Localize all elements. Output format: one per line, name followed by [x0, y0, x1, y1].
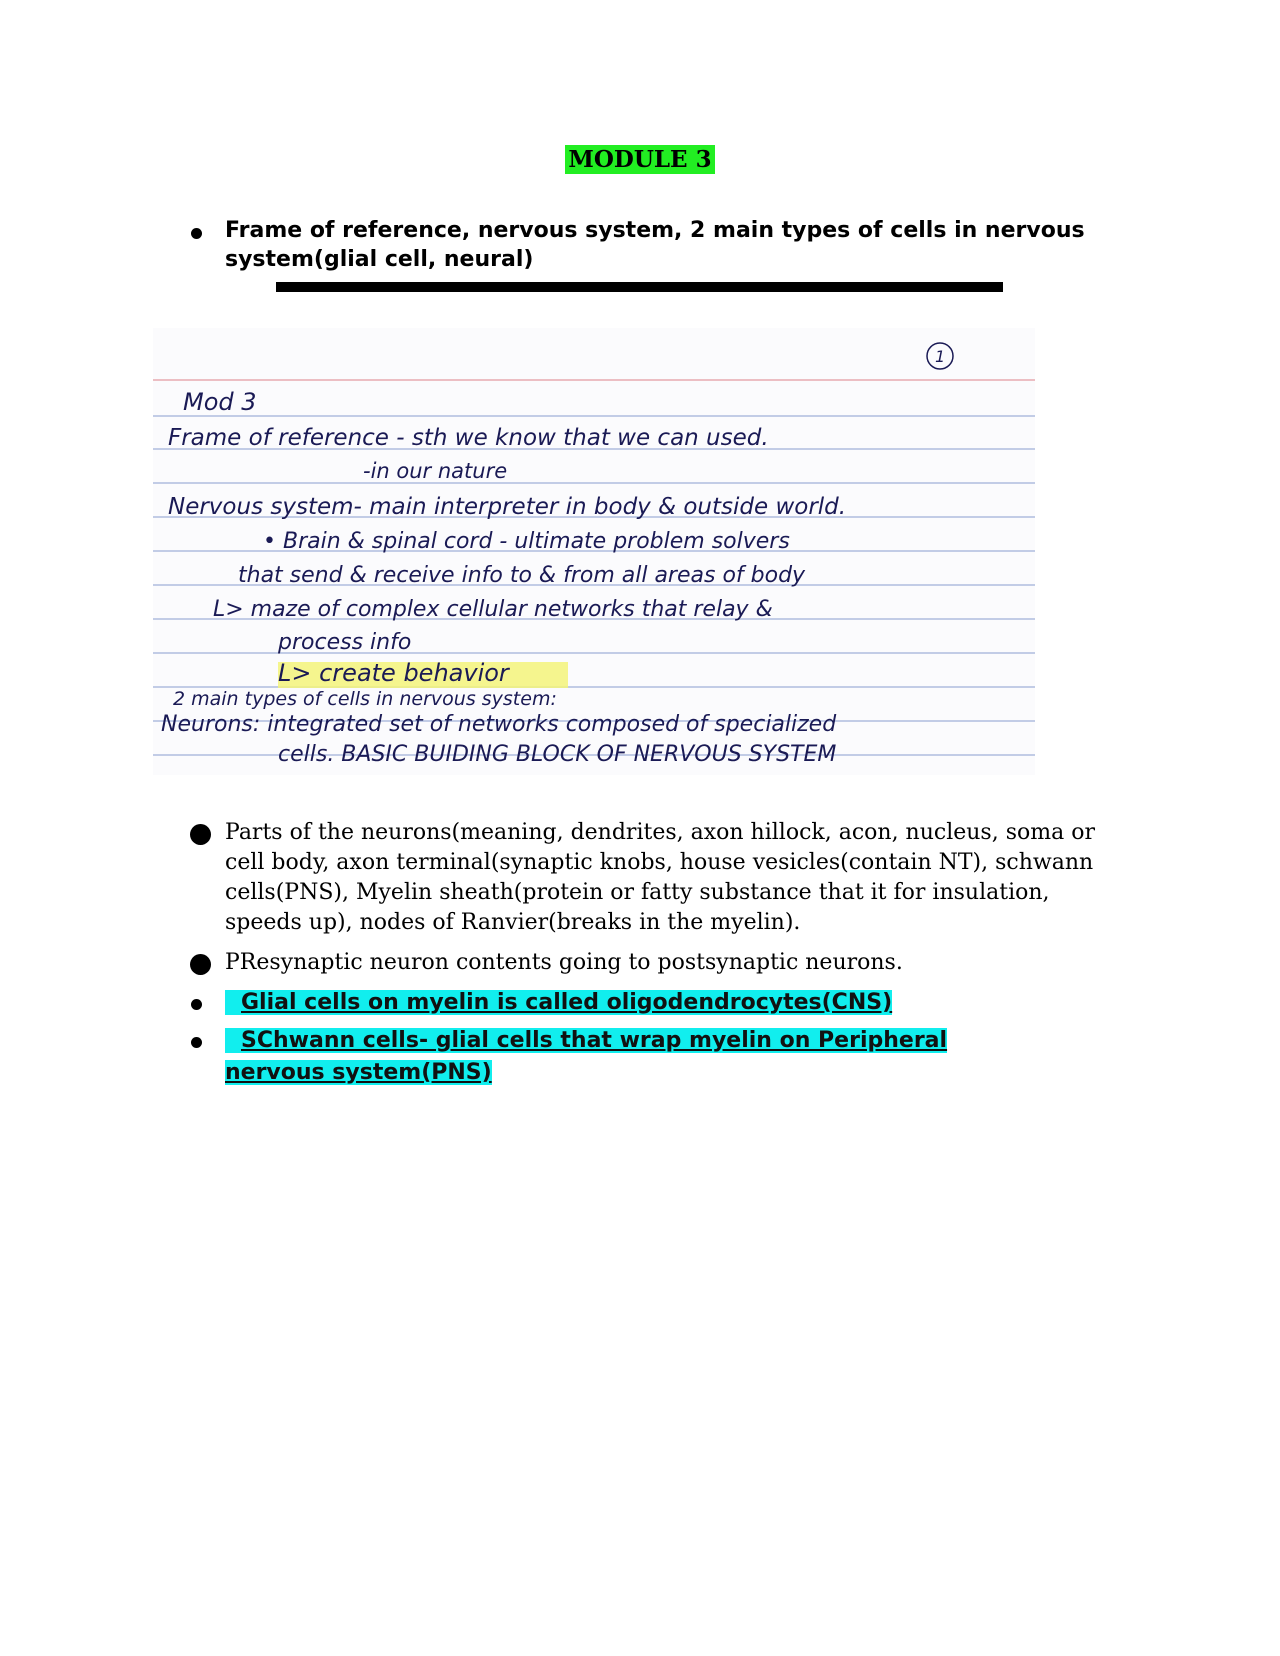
note-line: cells. BASIC BUIDING BLOCK OF NERVOUS SYSTEM: [278, 742, 837, 767]
bullet-text: Parts of the neurons(meaning, dendrites, axon hillock, acon, nucleus, soma or cell body, axon terminal(synaptic knobs, house vesicles(contain NT), schwann cells(PNS), Myelin sheath(protein or fatty substance that it for insulation, speeds up), nodes of Ranvier(breaks in the myelin).: [225, 820, 1095, 935]
highlight-wrap: [225, 987, 1115, 1019]
bullet-dot-icon: [191, 1037, 202, 1048]
bullet-dot-icon: [190, 954, 211, 975]
bullet-text: Frame of reference, nervous system, 2 main types of cells in nervous system(glial cell, neural): [225, 218, 1085, 272]
note-line: process info: [278, 630, 412, 655]
notebook-image: [153, 328, 1035, 775]
title-row: [0, 146, 1280, 174]
note-line: • Brain & spinal cord - ultimate problem solvers: [263, 529, 790, 554]
note-line: Frame of reference - sth we know that we can used.: [168, 425, 769, 451]
bullet-dot-icon: [191, 999, 202, 1010]
horizontal-rule: [276, 282, 1003, 292]
page-mark: 1: [935, 347, 946, 366]
note-line: 2 main types of cells in nervous system:: [173, 688, 557, 710]
note-line: L> maze of complex cellular networks that relay &: [213, 597, 773, 622]
highlighted-text: SChwann cells- glial cells that wrap myelin on Peripheral: [225, 1028, 947, 1053]
note-line: L> create behavior: [278, 659, 509, 687]
bullet-dot-icon: [190, 824, 211, 845]
bullet-dot-icon: [191, 228, 202, 239]
highlighted-text: nervous system(PNS): [225, 1060, 492, 1085]
note-line: Neurons: integrated set of networks composed of specialized: [161, 712, 837, 737]
highlight-wrap: [225, 1025, 1115, 1089]
note-line: that send & receive info to & from all areas of body: [238, 563, 806, 588]
note-line: Mod 3: [183, 388, 257, 416]
bullet-text: PResynaptic neuron contents going to postsynaptic neurons.: [225, 950, 903, 975]
note-line: -in our nature: [363, 459, 508, 483]
highlighted-text: Glial cells on myelin is called oligodendrocytes(CNS): [225, 990, 892, 1015]
note-line: Nervous system- main interpreter in body & outside world.: [168, 494, 847, 520]
page-title: MODULE 3: [565, 145, 714, 174]
notebook-drawing: [153, 328, 1035, 775]
